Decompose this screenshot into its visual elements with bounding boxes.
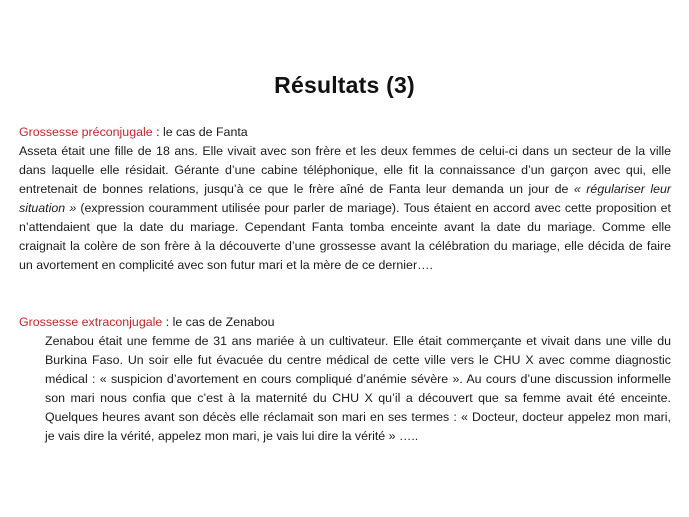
case-heading-zenabou xyxy=(19,313,671,332)
slide-title: Résultats (3) xyxy=(274,72,415,98)
case-type-label: Grossesse extraconjugale xyxy=(19,315,163,329)
case-narrative-fanta xyxy=(19,142,671,275)
narrative-quote: « régulariser leur situation » xyxy=(19,182,671,215)
case-section-fanta xyxy=(19,123,671,275)
case-heading-fanta xyxy=(19,123,671,142)
narrative-text-part-2: (expression couramment utilisée pour parler de mariage). Tous étaient en accord avec cette proposition et n’attendaient que la date du mariage. Cependant Fanta tomba enceinte avant la date du mariage. Comme elle craignait la colère de son frère à la découverte d’une grossesse avant la célébration du mariage, elle décida de faire un avortement en complicité avec son futur mari et la mère de ce dernier…. xyxy=(19,201,671,272)
narrative-text-part-1: Asseta était une fille de 18 ans. Elle vivait avec son frère et les deux femmes de celui-ci dans un secteur de la ville dans laquelle elle résidait. Gérante d’une cabine téléphonique, elle fit la connaissance d’un garçon avec qui, elle entretenait de bonnes relations, jusqu’à ce que le frère aîné de Fanta leur demanda un jour de xyxy=(19,144,671,196)
case-section-zenabou xyxy=(19,313,671,446)
case-name-label: : le cas de Zenabou xyxy=(162,315,275,329)
case-name-label: : le cas de Fanta xyxy=(152,125,248,139)
case-narrative-zenabou: Zenabou était une femme de 31 ans mariée à un cultivateur. Elle était commerçante et vivait dans une ville du Burkina Faso. Un soir elle fut évacuée du centre médical de cette ville vers le CHU X avec comme diagnostic médical : « suspicion d’avortement en cours compliqué d’anémie sévère ». Au cours d’une discussion informelle son mari nous confia que c’est à la maternité du CHU X qu’il a découvert que sa femme avait été enceinte. Quelques heures avant son décès elle réclamait son mari en ses termes : « Docteur, docteur appelez mon mari, je vais dire la vérité, appelez mon mari, je vais lui dire la vérité » ….. xyxy=(45,334,671,443)
case-type-label: Grossesse préconjugale xyxy=(19,125,153,139)
